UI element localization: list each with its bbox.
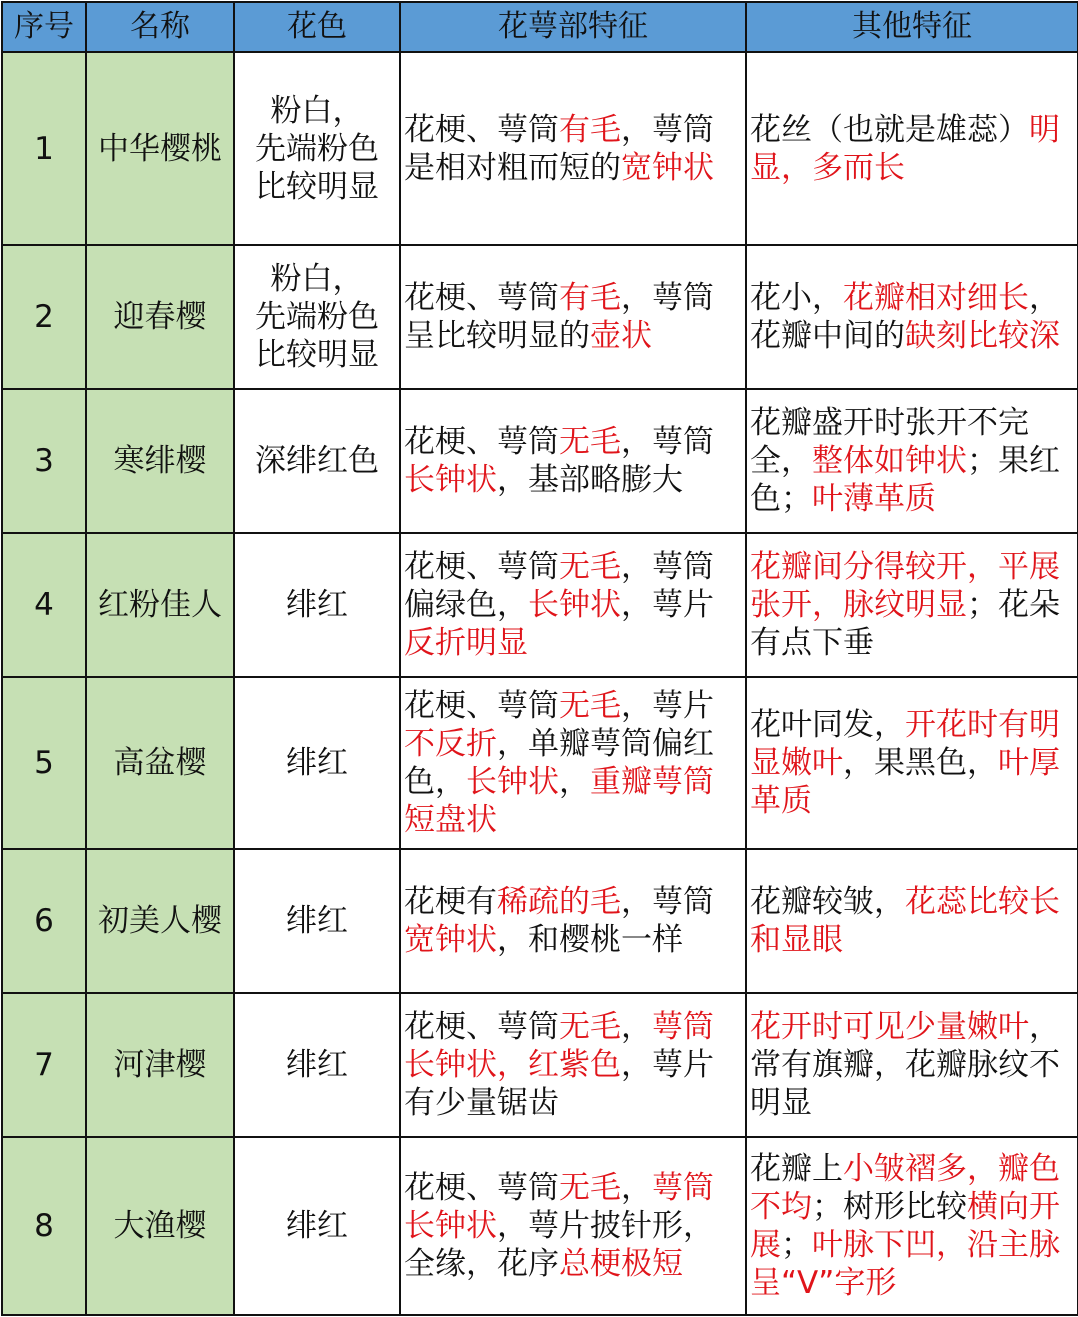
highlight-text: 花蕊比较长和显眼 <box>750 884 1060 958</box>
cell-color: 绯红 <box>234 1137 400 1315</box>
cell-other <box>746 993 1078 1137</box>
highlight-text: 宽钟状 <box>404 922 497 958</box>
highlight-text: 无毛 <box>559 549 621 585</box>
text-segment: ， <box>621 1170 652 1206</box>
table-row <box>2 677 1078 849</box>
text-segment: ，萼筒偏绿色， <box>404 549 714 623</box>
cell-calyx <box>400 993 746 1137</box>
highlight-text: 宽钟状 <box>621 149 714 186</box>
cell-name: 高盆樱 <box>86 677 234 849</box>
highlight-text: 萼筒长钟状，红紫色 <box>404 1009 714 1083</box>
highlight-text: 壶状 <box>590 318 652 354</box>
highlight-text: 有毛 <box>559 280 621 316</box>
highlight-text: 重瓣萼筒短盘状 <box>404 764 714 838</box>
text-segment: ，和樱桃一样 <box>497 922 683 958</box>
cell-color: 粉白， 先端粉色 比较明显 <box>234 245 400 389</box>
table-row <box>2 389 1078 533</box>
text-segment: ，萼筒是相对粗而短的 <box>404 111 714 186</box>
highlight-text: 开花时有明显嫩叶 <box>750 707 1060 781</box>
highlight-text: 长钟状 <box>466 764 559 800</box>
highlight-text: 总梗极短 <box>559 1246 683 1282</box>
cell-other <box>746 677 1078 849</box>
cell-no: 4 <box>2 533 86 677</box>
text-segment: 花丝（也就是雄蕊） <box>750 111 1029 148</box>
cell-color: 绯红 <box>234 849 400 993</box>
cell-name: 河津樱 <box>86 993 234 1137</box>
text-segment: ；树形比较 <box>812 1189 967 1225</box>
highlight-text: 叶脉下凹，沿主脉呈“V”字形 <box>750 1227 1060 1301</box>
text-segment: ，基部略膨大 <box>497 462 683 498</box>
table-row <box>2 1137 1078 1315</box>
cell-other <box>746 389 1078 533</box>
highlight-text: 叶厚革质 <box>750 745 1060 819</box>
cell-calyx <box>400 52 746 245</box>
highlight-text: 叶薄革质 <box>812 481 936 517</box>
table-row <box>2 52 1078 245</box>
cherry-comparison-table <box>1 1 1078 1316</box>
cell-no: 8 <box>2 1137 86 1315</box>
cell-calyx <box>400 245 746 389</box>
text-segment: ，花瓣中间的 <box>750 280 1060 354</box>
highlight-text: 整体如钟状 <box>812 443 967 479</box>
text-segment: ，常有旗瓣，花瓣脉纹不明显 <box>750 1009 1060 1121</box>
cell-name: 大渔樱 <box>86 1137 234 1315</box>
cell-calyx <box>400 389 746 533</box>
text-segment: 花瓣较皱， <box>750 884 905 920</box>
highlight-text: 花瓣间分得较开，平展张开，脉纹明显 <box>750 549 1060 623</box>
header-no: 序号 <box>2 2 86 52</box>
text-segment: 花小， <box>750 280 843 316</box>
text-segment: 花梗、萼筒 <box>404 1170 559 1206</box>
table-row <box>2 849 1078 993</box>
cell-calyx <box>400 1137 746 1315</box>
text-segment: ；花朵有点下垂 <box>750 587 1060 661</box>
text-segment: ； <box>781 1227 812 1263</box>
table-row <box>2 533 1078 677</box>
text-segment: ，萼片 <box>621 688 714 724</box>
header-color: 花色 <box>234 2 400 52</box>
header-row <box>2 2 1078 52</box>
table-row <box>2 993 1078 1137</box>
highlight-text: 有毛 <box>559 111 621 148</box>
cell-name: 初美人樱 <box>86 849 234 993</box>
cell-other <box>746 849 1078 993</box>
highlight-text: 无毛 <box>559 424 621 460</box>
header-other: 其他特征 <box>746 2 1078 52</box>
text-segment: 花梗有 <box>404 884 497 920</box>
header-name: 名称 <box>86 2 234 52</box>
text-segment: ，单瓣萼筒偏红色， <box>404 726 714 800</box>
cell-name: 中华樱桃 <box>86 52 234 245</box>
text-segment: ，萼筒 <box>621 424 714 460</box>
highlight-text: 不反折 <box>404 726 497 762</box>
table-row <box>2 245 1078 389</box>
cell-color: 绯红 <box>234 533 400 677</box>
cell-no: 1 <box>2 52 86 245</box>
text-segment: 花瓣盛开时张开不完全， <box>750 405 1029 479</box>
highlight-text: 花瓣相对细长 <box>843 280 1029 316</box>
text-segment: ，果黑色， <box>843 745 998 781</box>
cell-other <box>746 1137 1078 1315</box>
text-segment: ，萼片有少量锯齿 <box>404 1047 714 1121</box>
cell-calyx <box>400 677 746 849</box>
highlight-text: 反折明显 <box>404 625 528 661</box>
cell-color: 绯红 <box>234 993 400 1137</box>
cell-calyx <box>400 533 746 677</box>
highlight-text: 长钟状 <box>528 587 621 623</box>
text-segment: 花梗、萼筒 <box>404 280 559 316</box>
text-segment: ，萼片 <box>621 587 714 623</box>
cell-color: 深绯红色 <box>234 389 400 533</box>
text-segment: 花梗、萼筒 <box>404 688 559 724</box>
highlight-text: 无毛 <box>559 1009 621 1045</box>
highlight-text: 小皱褶多，瓣色不均 <box>750 1151 1060 1225</box>
cell-no: 2 <box>2 245 86 389</box>
highlight-text: 缺刻比较深 <box>905 318 1060 354</box>
header-calyx: 花萼部特征 <box>400 2 746 52</box>
cell-no: 7 <box>2 993 86 1137</box>
cell-color: 粉白， 先端粉色 比较明显 <box>234 52 400 245</box>
highlight-text: 花开时可见少量嫩叶 <box>750 1009 1029 1045</box>
text-segment: ；果红色； <box>750 443 1060 517</box>
cell-no: 3 <box>2 389 86 533</box>
cell-no: 5 <box>2 677 86 849</box>
cell-other <box>746 245 1078 389</box>
cell-other <box>746 533 1078 677</box>
text-segment: 花梗、萼筒 <box>404 424 559 460</box>
highlight-text: 明显，多而长 <box>750 111 1060 186</box>
text-segment: ， <box>621 1009 652 1045</box>
text-segment: 花梗、萼筒 <box>404 549 559 585</box>
text-segment: ，萼筒 <box>621 884 714 920</box>
cell-no: 6 <box>2 849 86 993</box>
highlight-text: 稀疏的毛 <box>497 884 621 920</box>
cell-name: 红粉佳人 <box>86 533 234 677</box>
text-segment: ，萼片披针形，全缘，花序 <box>404 1208 714 1282</box>
cell-color: 绯红 <box>234 677 400 849</box>
text-segment: 花叶同发， <box>750 707 905 743</box>
highlight-text: 无毛 <box>559 1170 621 1206</box>
text-segment: 花梗、萼筒 <box>404 111 559 148</box>
highlight-text: 长钟状 <box>404 462 497 498</box>
text-segment: 花梗、萼筒 <box>404 1009 559 1045</box>
highlight-text: 萼筒长钟状 <box>404 1170 714 1244</box>
text-segment: 花瓣上 <box>750 1151 843 1187</box>
cell-other <box>746 52 1078 245</box>
cell-name: 寒绯樱 <box>86 389 234 533</box>
cell-name: 迎春樱 <box>86 245 234 389</box>
highlight-text: 无毛 <box>559 688 621 724</box>
text-segment: ， <box>559 764 590 800</box>
text-segment: ，萼筒呈比较明显的 <box>404 280 714 354</box>
highlight-text: 横向开展 <box>750 1189 1060 1263</box>
cell-calyx <box>400 849 746 993</box>
